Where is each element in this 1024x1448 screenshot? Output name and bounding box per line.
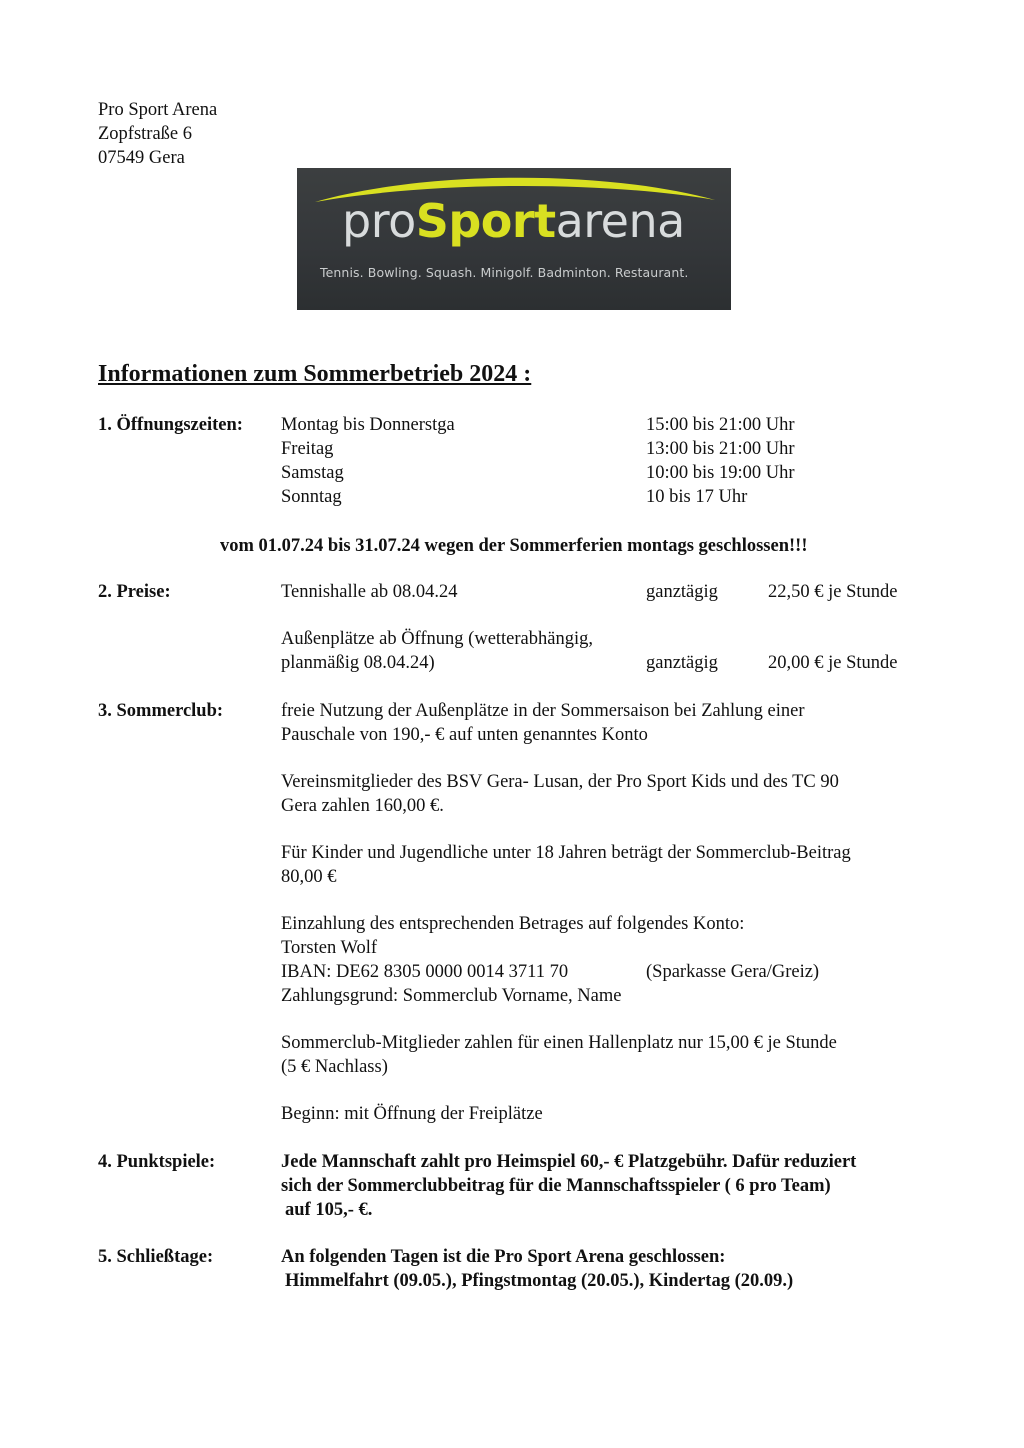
- sommerclub-text: Beginn: mit Öffnung der Freiplätze: [281, 1104, 543, 1124]
- address-city: 07549 Gera: [98, 148, 185, 168]
- opening-time: 13:00 bis 21:00 Uhr: [646, 439, 795, 459]
- address-name: Pro Sport Arena: [98, 100, 218, 120]
- opening-day: Sonntag: [281, 487, 342, 507]
- price-item: Außenplätze ab Öffnung (wetterabhängig,: [281, 629, 593, 649]
- section-label-sommerclub: 3. Sommerclub:: [98, 701, 224, 721]
- sommerclub-text: (5 € Nachlass): [281, 1057, 388, 1077]
- address-street: Zopfstraße 6: [98, 124, 193, 144]
- price-when: ganztägig: [646, 653, 718, 673]
- schliesstage-text: An folgenden Tagen ist die Pro Sport Arena geschlossen:: [281, 1247, 726, 1267]
- punktspiele-text: sich der Sommerclubbeitrag für die Mannschaftsspieler ( 6 pro Team): [281, 1176, 831, 1196]
- sommerclub-text: Einzahlung des entsprechenden Betrages auf folgendes Konto:: [281, 914, 745, 934]
- account-bank: (Sparkasse Gera/Greiz): [646, 962, 820, 982]
- section-label-opening: 1. Öffnungszeiten:: [98, 415, 243, 435]
- section-label-punktspiele: 4. Punktspiele:: [98, 1152, 216, 1172]
- opening-day: Samstag: [281, 463, 344, 483]
- price-when: ganztägig: [646, 582, 718, 602]
- summer-closure-notice: vom 01.07.24 bis 31.07.24 wegen der Sommerferien montags geschlossen!!!: [220, 536, 808, 556]
- account-iban: IBAN: DE62 8305 0000 0014 3711 70: [281, 962, 569, 982]
- logo-wordmark: proSportarena: [342, 194, 685, 248]
- opening-time: 10 bis 17 Uhr: [646, 487, 748, 507]
- sommerclub-text: Gera zahlen 160,00 €.: [281, 796, 444, 816]
- opening-day: Montag bis Donnerstga: [281, 415, 455, 435]
- closure-days: Himmelfahrt (09.05.), Pfingstmontag (20.05.), Kindertag (20.09.): [285, 1271, 794, 1291]
- opening-time: 15:00 bis 21:00 Uhr: [646, 415, 795, 435]
- punktspiele-text: Jede Mannschaft zahlt pro Heimspiel 60,- € Platzgebühr. Dafür reduziert: [281, 1152, 857, 1172]
- sommerclub-text: Vereinsmitglieder des BSV Gera- Lusan, der Pro Sport Kids und des TC 90: [281, 772, 839, 792]
- address-block: [98, 98, 217, 170]
- opening-time: 10:00 bis 19:00 Uhr: [646, 463, 795, 483]
- price-value: 20,00 € je Stunde: [768, 653, 898, 673]
- logo-tagline: Tennis. Bowling. Squash. Minigolf. Badminton. Restaurant.: [320, 265, 689, 280]
- sommerclub-text: 80,00 €: [281, 867, 337, 887]
- account-holder: Torsten Wolf: [281, 938, 378, 958]
- price-item: Tennishalle ab 08.04.24: [281, 582, 458, 602]
- punktspiele-text: auf 105,- €.: [285, 1200, 373, 1220]
- page-title: Informationen zum Sommerbetrieb 2024 :: [98, 361, 532, 387]
- sommerclub-text: Pauschale von 190,- € auf unten genanntes Konto: [281, 725, 648, 745]
- sommerclub-text: Sommerclub-Mitglieder zahlen für einen Hallenplatz nur 15,00 € je Stunde: [281, 1033, 837, 1053]
- price-value: 22,50 € je Stunde: [768, 582, 898, 602]
- sommerclub-text: Für Kinder und Jugendliche unter 18 Jahren beträgt der Sommerclub-Beitrag: [281, 843, 851, 863]
- section-label-prices: 2. Preise:: [98, 582, 171, 602]
- pro-sport-arena-logo: [297, 168, 731, 310]
- payment-reference: Zahlungsgrund: Sommerclub Vorname, Name: [281, 986, 622, 1006]
- opening-day: Freitag: [281, 439, 334, 459]
- section-label-schliesstage: 5. Schließtage:: [98, 1247, 214, 1267]
- sommerclub-text: freie Nutzung der Außenplätze in der Sommersaison bei Zahlung einer: [281, 701, 805, 721]
- price-item-cont: planmäßig 08.04.24): [281, 653, 435, 673]
